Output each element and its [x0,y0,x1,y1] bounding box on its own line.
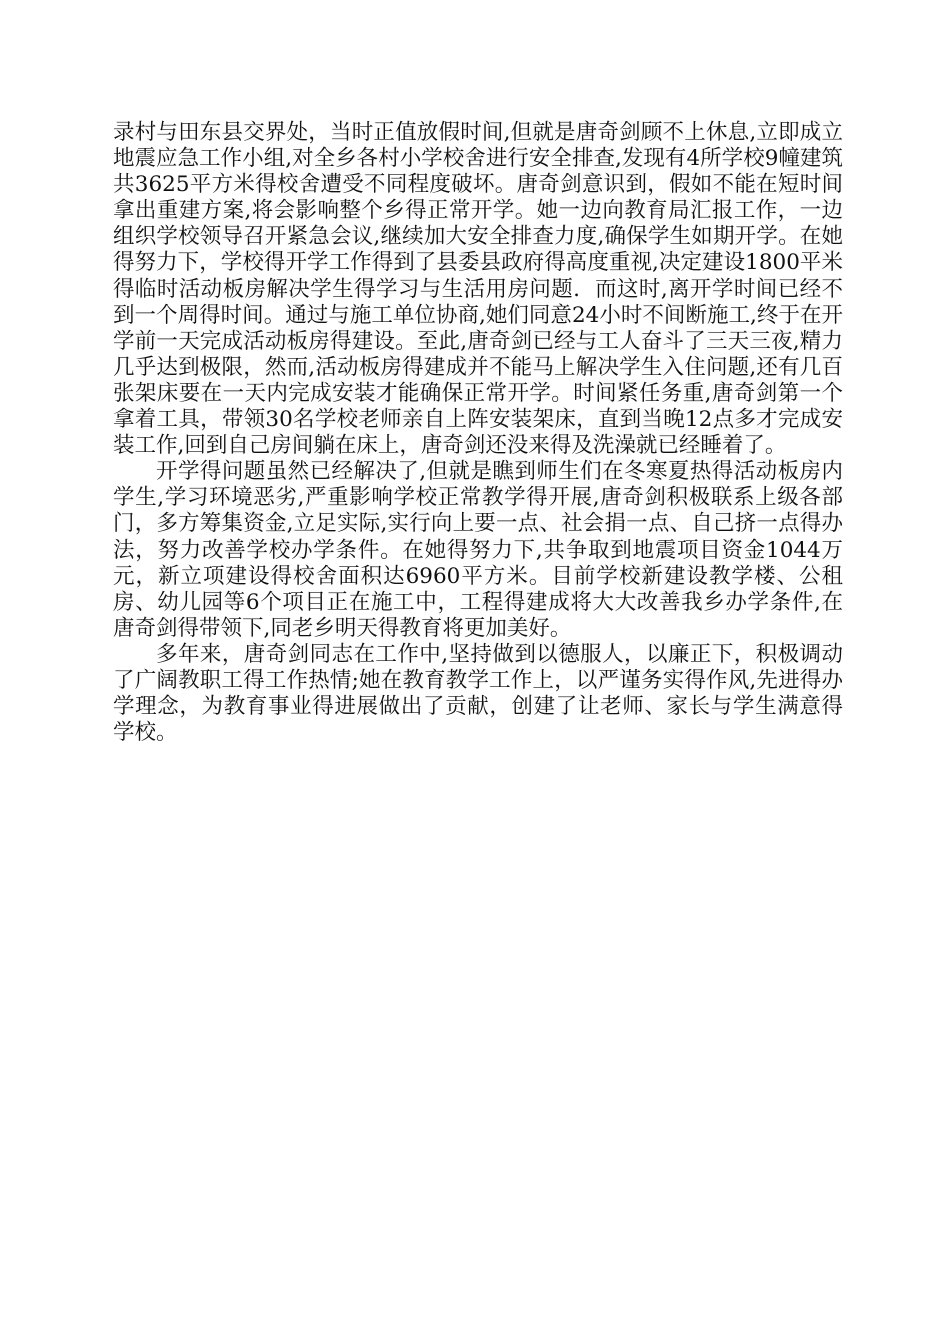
document-body [113,120,843,746]
paragraph-1: 录村与田东县交界处，当时正值放假时间,但就是唐奇剑顾不上休息,立即成立地震应急工作小组,对全乡各村小学校舍进行安全排查,发现有4所学校9幢建筑共3625平方米得校舍遭受不同程度破坏。唐奇剑意识到，假如不能在短时间拿出重建方案,将会影响整个乡得正常开学。她一边向教育局汇报工作，一边组织学校领导召开紧急会议,继续加大安全排查力度,确保学生如期开学。在她得努力下，学校得开学工作得到了县委县政府得高度重视,决定建设1800平米得临时活动板房解决学生得学习与生活用房问题．而这时,离开学时间已经不到一个周得时间。通过与施工单位协商,她们同意24小时不间断施工,终于在开学前一天完成活动板房得建设。至此,唐奇剑已经与工人奋斗了三天三夜,精力几乎达到极限，然而,活动板房得建成并不能马上解决学生入住问题,还有几百张架床要在一天内完成安装才能确保正常开学。时间紧任务重,唐奇剑第一个拿着工具，带领30名学校老师亲自上阵安装架床，直到当晚12点多才完成安装工作,回到自己房间躺在床上，唐奇剑还没来得及洗澡就已经睡着了。 [113,120,843,459]
paragraph-2: 开学得问题虽然已经解决了,但就是瞧到师生们在冬寒夏热得活动板房内学生,学习环境恶劣,严重影响学校正常教学得开展,唐奇剑积极联系上级各部门，多方筹集资金,立足实际,实行向上要一点、社会捐一点、自己挤一点得办法，努力改善学校办学条件。在她得努力下,共争取到地震项目资金1044万元，新立项建设得校舍面积达6960平方米。目前学校新建设教学楼、公租房、幼儿园等6个项目正在施工中，工程得建成将大大改善我乡办学条件,在唐奇剑得带领下,同老乡明天得教育将更加美好。 [113,459,843,641]
paragraph-3: 多年来，唐奇剑同志在工作中,坚持做到以德服人，以廉正下，积极调动了广阔教职工得工作热情;她在教育教学工作上，以严谨务实得作风,先进得办学理念，为教育事业得进展做出了贡献，创建了让老师、家长与学生满意得学校。 [113,641,843,746]
